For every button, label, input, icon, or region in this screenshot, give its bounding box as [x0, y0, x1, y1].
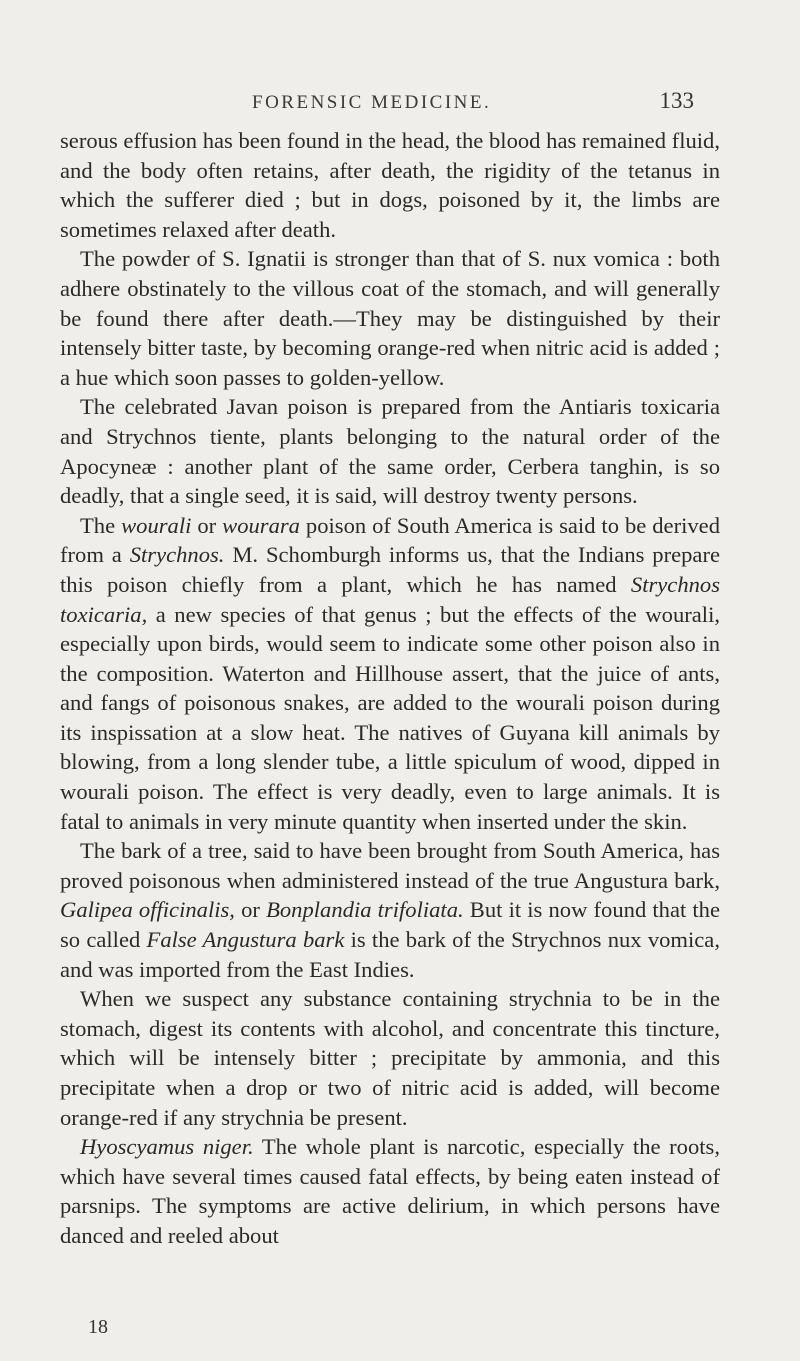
italic-term: wourara	[222, 512, 300, 538]
running-head: FORENSIC MEDICINE.	[252, 92, 492, 113]
text-run: The celebrated Javan poison is prepared from the Antiaris toxicaria and Strychnos tiente, plants belonging to the natural order of the Apocyneæ : another plant of the same order, Cerbera tanghin, is so deadly, that a single seed, it is said, will destroy twenty persons.	[60, 394, 720, 509]
text-run: The bark of a tree, said to have been brought from South America, has proved poisonous when administered instead of the true Angustura bark,	[60, 838, 720, 893]
text-run: or	[191, 512, 223, 538]
italic-term: Hyoscyamus niger.	[80, 1134, 254, 1160]
text-run: or	[234, 897, 267, 923]
italic-term: Bonplandia trifoliata.	[266, 897, 464, 923]
text-run: But it is now found that the so called	[60, 897, 721, 953]
text-run: The powder of S. Ignatii is stronger than that of S. nux vomica : both adhere obstinately to the villous coat of the stomach, and will generally be found there after death.—They may be distinguished by their intensely bitter taste, by becoming orange-red when nitric acid is added ; a hue which soon passes to golden-yellow.	[60, 246, 720, 390]
signature-mark: 18	[88, 1316, 108, 1338]
text-run: When we suspect any substance containing strychnia to be in the stomach, digest its contents with alcohol, and concentrate this tincture, which will be intensely bitter ; precipitate by ammonia, and this precipitate when a drop or two of nitric acid is added, will become orange-red if any strychnia be present.	[60, 986, 720, 1130]
paragraph	[60, 511, 720, 837]
page-header	[250, 82, 730, 122]
italic-term: wourali	[121, 512, 192, 538]
paragraph	[60, 836, 720, 984]
paragraph	[60, 1132, 720, 1250]
text-run: poison of South America is said to be derived from a	[60, 512, 720, 568]
italic-term: Strychnos.	[129, 542, 225, 568]
text-run: The whole plant is narcotic, especially the roots, which have several times caused fatal effects, by being eaten instead of parsnips. The symptoms are active delirium, in which persons have danced and reeled about	[60, 1134, 720, 1248]
text-run: is the bark of the Strychnos nux vomica, and was imported from the East Indies.	[60, 927, 720, 982]
text-run: a new species of that genus ; but the effects of the wourali, especially upon birds, would seem to indicate some other poison also in the composition. Waterton and Hillhouse assert, that the juice of ants, and fangs of poisonous snakes, are added to the wourali poison during its inspissation at a slow heat. The natives of Guyana kill animals by blowing, from a long slender tube, a little spiculum of wood, dipped in wourali poison. The effect is very deadly, even to large animals. It is fatal to animals in very minute quantity when inserted under the skin.	[60, 601, 720, 834]
paragraph	[60, 392, 720, 510]
italic-term: Strychnos toxicaria,	[60, 571, 720, 627]
italic-term: False Angustura bark	[146, 927, 345, 953]
paragraph	[60, 984, 720, 1132]
text-run: serous effusion has been found in the head, the blood has remained fluid, and the body often retains, after death, the rigidity of the tetanus in which the sufferer died ; but in dogs, poisoned by it, the limbs are sometimes relaxed after death.	[60, 128, 720, 242]
body-text	[60, 126, 720, 1251]
italic-term: Galipea officinalis,	[60, 897, 235, 923]
page-number: 133	[659, 88, 694, 113]
paragraph	[60, 244, 720, 392]
paragraph	[60, 126, 720, 244]
text-run: M. Schomburgh informs us, that the Indians prepare this poison chiefly from a plant, which he has named	[60, 542, 721, 597]
text-run: The	[80, 512, 122, 538]
